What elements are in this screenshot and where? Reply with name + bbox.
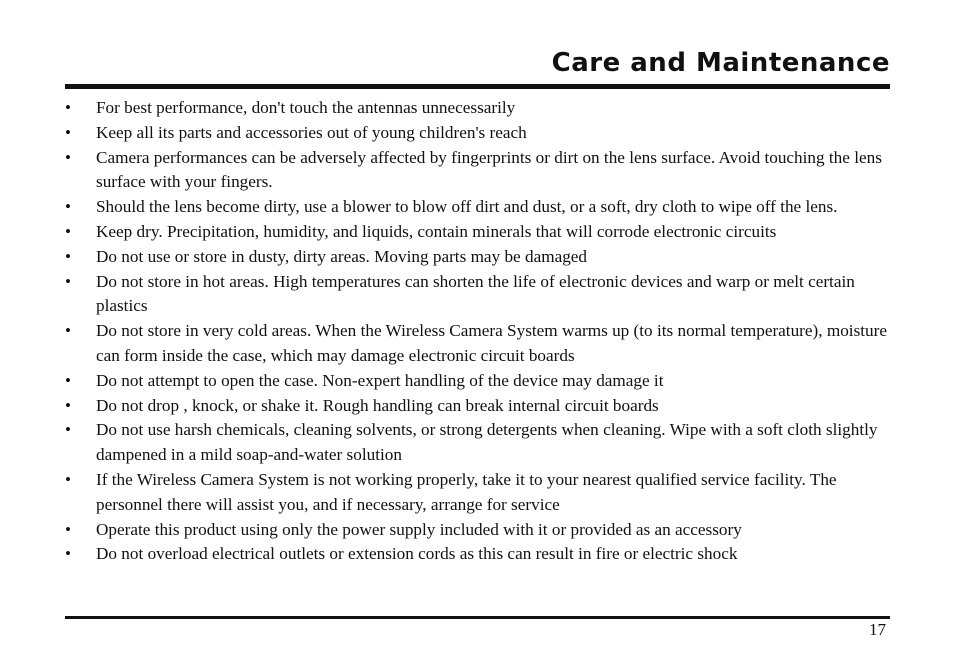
- bullet-icon: •: [65, 321, 71, 341]
- bullet-icon: •: [65, 370, 71, 390]
- list-item-text: For best performance, don't touch the antennas unnecessarily: [96, 98, 516, 117]
- list-item-text: Do not use harsh chemicals, cleaning solvents, or strong detergents when cleaning. Wipe with a soft cloth slightly dampened in a mild soap-and-water solution: [96, 420, 878, 465]
- list-item-text: Keep dry. Precipitation, humidity, and liquids, contain minerals that will corrode electronic circuits: [96, 221, 777, 241]
- list-item: [65, 418, 893, 468]
- list-item: [65, 518, 893, 543]
- list-item: [65, 319, 893, 369]
- list-item-text: Do not drop , knock, or shake it. Rough handling can break internal circuit boards: [96, 395, 659, 415]
- list-item: [65, 245, 893, 270]
- bullet-icon: •: [65, 519, 71, 539]
- list-item: [65, 220, 893, 245]
- bullet-icon: •: [65, 469, 71, 489]
- list-item-text: If the Wireless Camera System is not working properly, take it to your nearest qualified service facility. The personnel there will assist you, and if necessary, arrange for service: [96, 469, 837, 514]
- footer-divider: [65, 616, 890, 619]
- list-item: [65, 195, 893, 220]
- bullet-icon: •: [65, 98, 71, 117]
- list-item: [65, 121, 893, 146]
- title-divider: [65, 84, 890, 89]
- bullet-icon: •: [65, 147, 71, 167]
- page-title: Care and Maintenance: [551, 48, 890, 78]
- bullet-icon: •: [65, 420, 71, 440]
- list-item-text: Keep all its parts and accessories out of young children's reach: [96, 122, 527, 142]
- list-item-text: Camera performances can be adversely affected by fingerprints or dirt on the lens surface. Avoid touching the lens surface with your fingers.: [96, 147, 882, 192]
- list-item: [65, 542, 893, 567]
- list-item-text: Do not store in hot areas. High temperatures can shorten the life of electronic devices and warp or melt certain plastics: [96, 271, 855, 316]
- bullet-icon: •: [65, 544, 71, 564]
- list-item-text: Do not attempt to open the case. Non-expert handling of the device may damage it: [96, 370, 664, 390]
- list-item: [65, 468, 893, 518]
- list-item: [65, 146, 893, 196]
- list-item-text: Do not use or store in dusty, dirty areas. Moving parts may be damaged: [96, 246, 588, 266]
- bullet-icon: •: [65, 271, 71, 291]
- list-item-text: Operate this product using only the power supply included with it or provided as an accessory: [96, 519, 742, 539]
- list-item-text: Should the lens become dirty, use a blower to blow off dirt and dust, or a soft, dry cloth to wipe off the lens.: [96, 197, 838, 217]
- bullet-icon: •: [65, 221, 71, 241]
- list-item-text: Do not store in very cold areas. When the Wireless Camera System warms up (to its normal temperature), moisture can form inside the case, which may damage electronic circuit boards: [96, 321, 887, 365]
- page-number: 17: [869, 620, 886, 639]
- list-item: [65, 369, 893, 394]
- list-item: [65, 394, 893, 419]
- list-item: [65, 96, 893, 121]
- bullet-icon: •: [65, 395, 71, 415]
- list-item: [65, 270, 893, 320]
- bullet-icon: •: [65, 197, 71, 217]
- bullet-icon: •: [65, 246, 71, 266]
- care-instructions-list: [65, 96, 893, 567]
- list-item-text: Do not overload electrical outlets or extension cords as this can result in fire or electric shock: [96, 544, 738, 564]
- bullet-icon: •: [65, 122, 71, 142]
